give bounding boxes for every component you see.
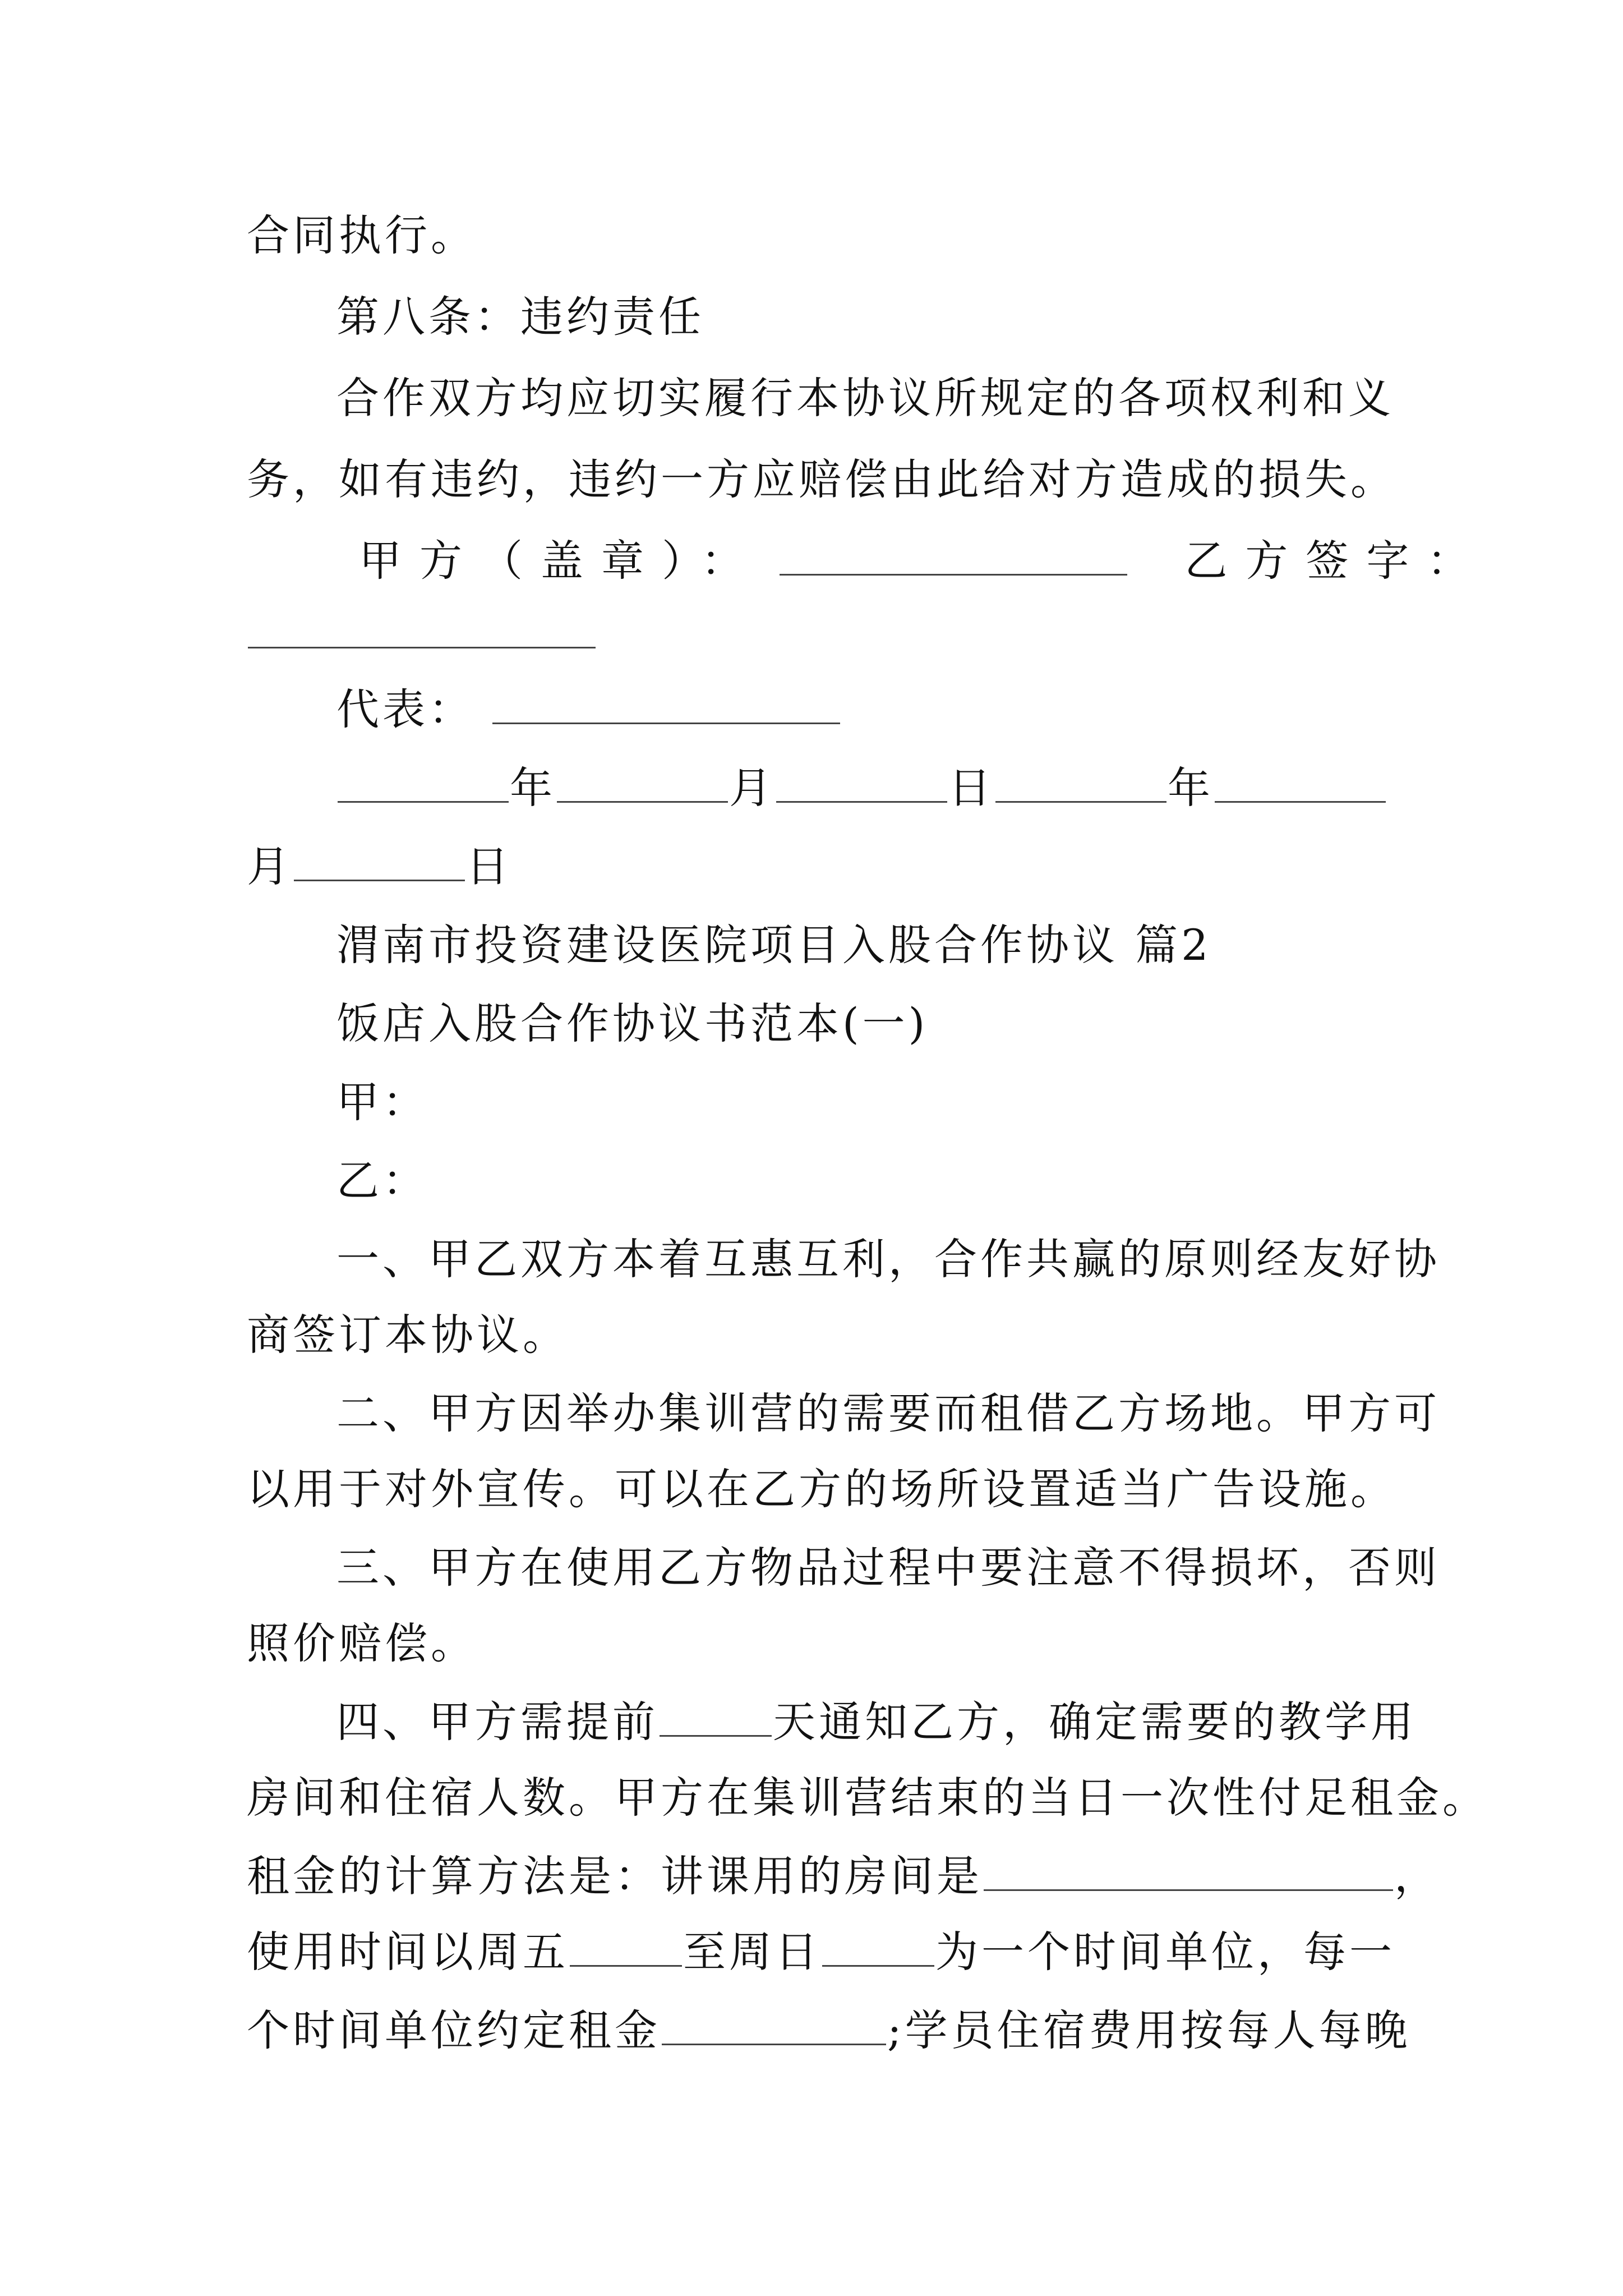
day-label: 日 [948, 763, 994, 813]
date-line [247, 839, 512, 895]
line-text: 使用时间以周五 [247, 1927, 569, 1977]
text-line [247, 1461, 1396, 1517]
section-title [336, 917, 1212, 973]
text-line [247, 1616, 477, 1672]
line-text: 天通知乙方，确定需要的教学用 [773, 1697, 1417, 1747]
blank-underline [248, 612, 596, 648]
text-line [336, 370, 1394, 426]
line-text: 二、甲方因举办集训营的需要而租借乙方场地。甲方可 [336, 1388, 1440, 1438]
text-line [247, 1848, 1440, 1904]
text-line [247, 208, 477, 264]
blank-underline [780, 539, 1127, 576]
blank-underline [776, 766, 947, 803]
blank-underline [492, 688, 840, 724]
blank-underline [822, 1930, 934, 1967]
line-text: 渭南市投资建设医院项目入股合作协议 篇2 [336, 920, 1212, 970]
line-text: 合作双方均应切实履行本协议所规定的各项权利和义 [336, 373, 1394, 423]
date-line [336, 760, 1387, 816]
line-text: 务，如有违约，违约一方应赔偿由此给对方造成的损失。 [247, 454, 1396, 504]
blank-underline [1215, 766, 1386, 803]
line-text: 四、甲方需提前 [336, 1697, 658, 1747]
line-text: 房间和住宿人数。甲方在集训营结束的当日一次性付足租金。 [247, 1773, 1488, 1823]
text-line [336, 1386, 1440, 1442]
party-a-line [336, 1074, 428, 1130]
line-text: 以用于对外宣传。可以在乙方的场所设置适当广告设施。 [247, 1464, 1396, 1514]
line-text: 乙： [336, 1156, 428, 1205]
text-line [336, 1540, 1440, 1596]
party-b-line [336, 1153, 428, 1209]
blank-underline [662, 2009, 886, 2045]
line-text: 商签订本协议。 [247, 1310, 569, 1360]
line-text: 个时间单位约定租金 [247, 2005, 661, 2055]
document-title [336, 996, 928, 1052]
month-label: 月 [247, 841, 293, 891]
line-text: 为一个时间单位，每一 [935, 1927, 1395, 1977]
signature-blank-line [247, 606, 597, 662]
line-text: ， [1394, 1851, 1440, 1901]
year-label: 年 [510, 763, 556, 813]
line-text: 租金的计算方法是：讲课用的房间是 [247, 1851, 983, 1901]
line-text: 一、甲乙双方本着互惠互利，合作共赢的原则经友好协 [336, 1234, 1440, 1284]
signature-line-party-a [359, 533, 1487, 589]
line-text: 第八条：违约责任 [336, 292, 704, 342]
line-text: 三、甲方在使用乙方物品过程中要注意不得损坏，否则 [336, 1543, 1440, 1593]
party-a-seal-label: 甲方（盖章）： [359, 536, 762, 586]
representative-label: 代表： [336, 684, 474, 734]
blank-underline [984, 1855, 1393, 1891]
blank-underline [660, 1700, 772, 1737]
representative-line [336, 682, 841, 738]
line-text: 饭店入股合作协议书范本(一) [336, 999, 929, 1048]
month-label: 月 [729, 763, 775, 813]
party-b-signature-label: 乙方签字： [1184, 536, 1488, 586]
line-text: ;学员住宿费用按每人每晚 [887, 2005, 1411, 2055]
article-heading [336, 289, 704, 345]
text-line [247, 1307, 569, 1363]
text-line [247, 2003, 1411, 2059]
line-text: 甲： [336, 1077, 428, 1127]
text-line [247, 1924, 1395, 1980]
text-line [336, 1694, 1417, 1750]
line-text: 合同执行。 [247, 210, 477, 260]
text-line [247, 1770, 1488, 1826]
line-text: 照价赔偿。 [247, 1618, 477, 1668]
day-label: 日 [466, 841, 512, 891]
line-text: 至周日 [683, 1927, 821, 1977]
text-line [336, 1231, 1440, 1287]
text-line [247, 452, 1396, 508]
blank-underline [570, 1930, 682, 1967]
blank-underline [294, 845, 465, 881]
year-label: 年 [1168, 763, 1214, 813]
blank-underline [557, 766, 728, 803]
blank-underline [338, 766, 509, 803]
blank-underline [995, 766, 1166, 803]
